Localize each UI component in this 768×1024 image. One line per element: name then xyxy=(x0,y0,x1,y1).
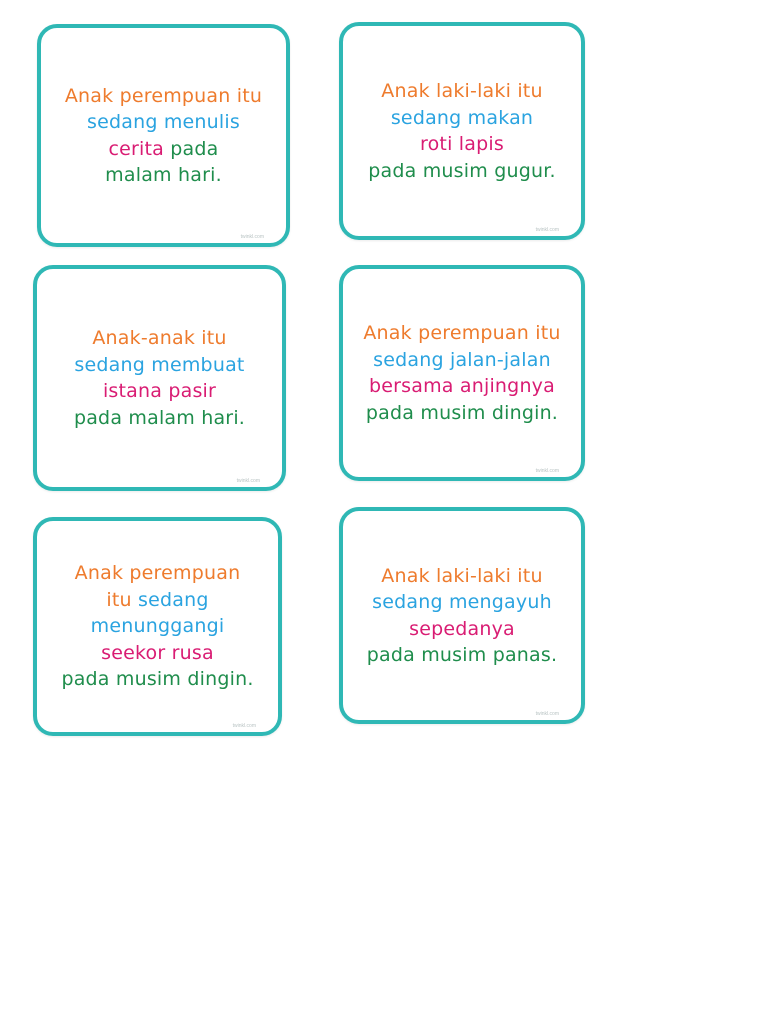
sentence-line xyxy=(61,613,253,640)
sentence-segment-blue: sedang membuat xyxy=(74,353,245,376)
sentence-segment-orange: Anak laki-laki itu xyxy=(381,564,543,587)
card-watermark: twinkl.com xyxy=(240,234,264,240)
sentence-line xyxy=(368,131,555,158)
sentence-line xyxy=(74,378,245,405)
sentence-card-5 xyxy=(33,517,282,736)
sentence-line xyxy=(363,347,560,374)
card-sentence xyxy=(61,560,253,693)
sentence-line xyxy=(74,325,245,352)
sentence-segment-blue: sedang jalan-jalan xyxy=(373,348,551,371)
card-sentence xyxy=(368,78,555,184)
sentence-segment-green: pada malam hari. xyxy=(73,406,246,429)
sentence-segment-pink: bersama anjingnya xyxy=(369,375,555,397)
sentence-card-3 xyxy=(33,265,286,491)
card-watermark: twinkl.com xyxy=(236,478,260,484)
sentence-line xyxy=(363,373,560,400)
sentence-line xyxy=(74,352,245,379)
card-sentence xyxy=(74,325,245,431)
sentence-line xyxy=(363,400,560,427)
sentence-line xyxy=(368,78,555,105)
sentence-line xyxy=(61,560,253,587)
sentence-segment-green: pada musim dingin. xyxy=(365,401,559,424)
sentence-segment-pink: istana pasir xyxy=(102,380,217,402)
sentence-line xyxy=(61,640,253,667)
sentence-segment-blue: sedang menulis xyxy=(87,111,240,133)
sentence-line xyxy=(367,642,557,669)
sentence-segment-pink: sepedanya xyxy=(409,617,515,640)
sentence-segment-blue: sedang xyxy=(131,588,209,611)
sentence-segment-green: pada musim panas. xyxy=(366,644,558,666)
sentence-line xyxy=(65,83,262,110)
sentence-segment-orange: Anak laki-laki itu xyxy=(381,80,543,102)
sentence-card-4 xyxy=(339,265,585,481)
sentence-line xyxy=(65,109,262,136)
sentence-segment-green: pada musim gugur. xyxy=(368,159,556,182)
sentence-segment-blue: sedang mengayuh xyxy=(372,591,552,613)
card-watermark: twinkl.com xyxy=(535,227,559,233)
sentence-segment-pink: cerita xyxy=(108,137,165,160)
sentence-line xyxy=(368,158,555,185)
sentence-segment-orange: itu xyxy=(106,588,132,611)
sentence-line xyxy=(367,589,557,616)
sentence-line xyxy=(367,563,557,590)
sentence-line xyxy=(61,666,253,693)
card-sentence xyxy=(65,83,262,189)
sentence-segment-green: pada musim dingin. xyxy=(61,668,254,691)
sentence-segment-orange: Anak perempuan xyxy=(74,562,241,585)
sentence-segment-pink: seekor rusa xyxy=(101,641,214,664)
sentence-line xyxy=(65,162,262,189)
sentence-line xyxy=(368,105,555,132)
sentence-segment-orange: Anak-anak itu xyxy=(92,327,227,349)
sentence-card-2 xyxy=(339,22,585,240)
sentence-card-1 xyxy=(37,24,290,247)
card-watermark: twinkl.com xyxy=(535,468,559,474)
sentence-card-6 xyxy=(339,507,585,724)
card-sentence xyxy=(367,563,557,669)
sentence-segment-blue: menunggangi xyxy=(90,615,225,638)
sentence-line xyxy=(367,616,557,643)
sentence-segment-orange: Anak perempuan itu xyxy=(64,84,263,107)
card-watermark: twinkl.com xyxy=(232,723,256,729)
sentence-line xyxy=(363,320,560,347)
sentence-segment-orange: Anak perempuan itu xyxy=(363,322,561,344)
sentence-line xyxy=(61,587,253,614)
sentence-line xyxy=(65,136,262,163)
sentence-segment-green: pada xyxy=(164,137,219,160)
card-sentence xyxy=(363,320,560,426)
card-watermark: twinkl.com xyxy=(535,711,559,717)
sentence-segment-pink: roti lapis xyxy=(420,133,504,155)
sentence-line xyxy=(74,405,245,432)
sentence-segment-green: malam hari. xyxy=(105,164,222,186)
sentence-segment-blue: sedang makan xyxy=(390,106,534,129)
